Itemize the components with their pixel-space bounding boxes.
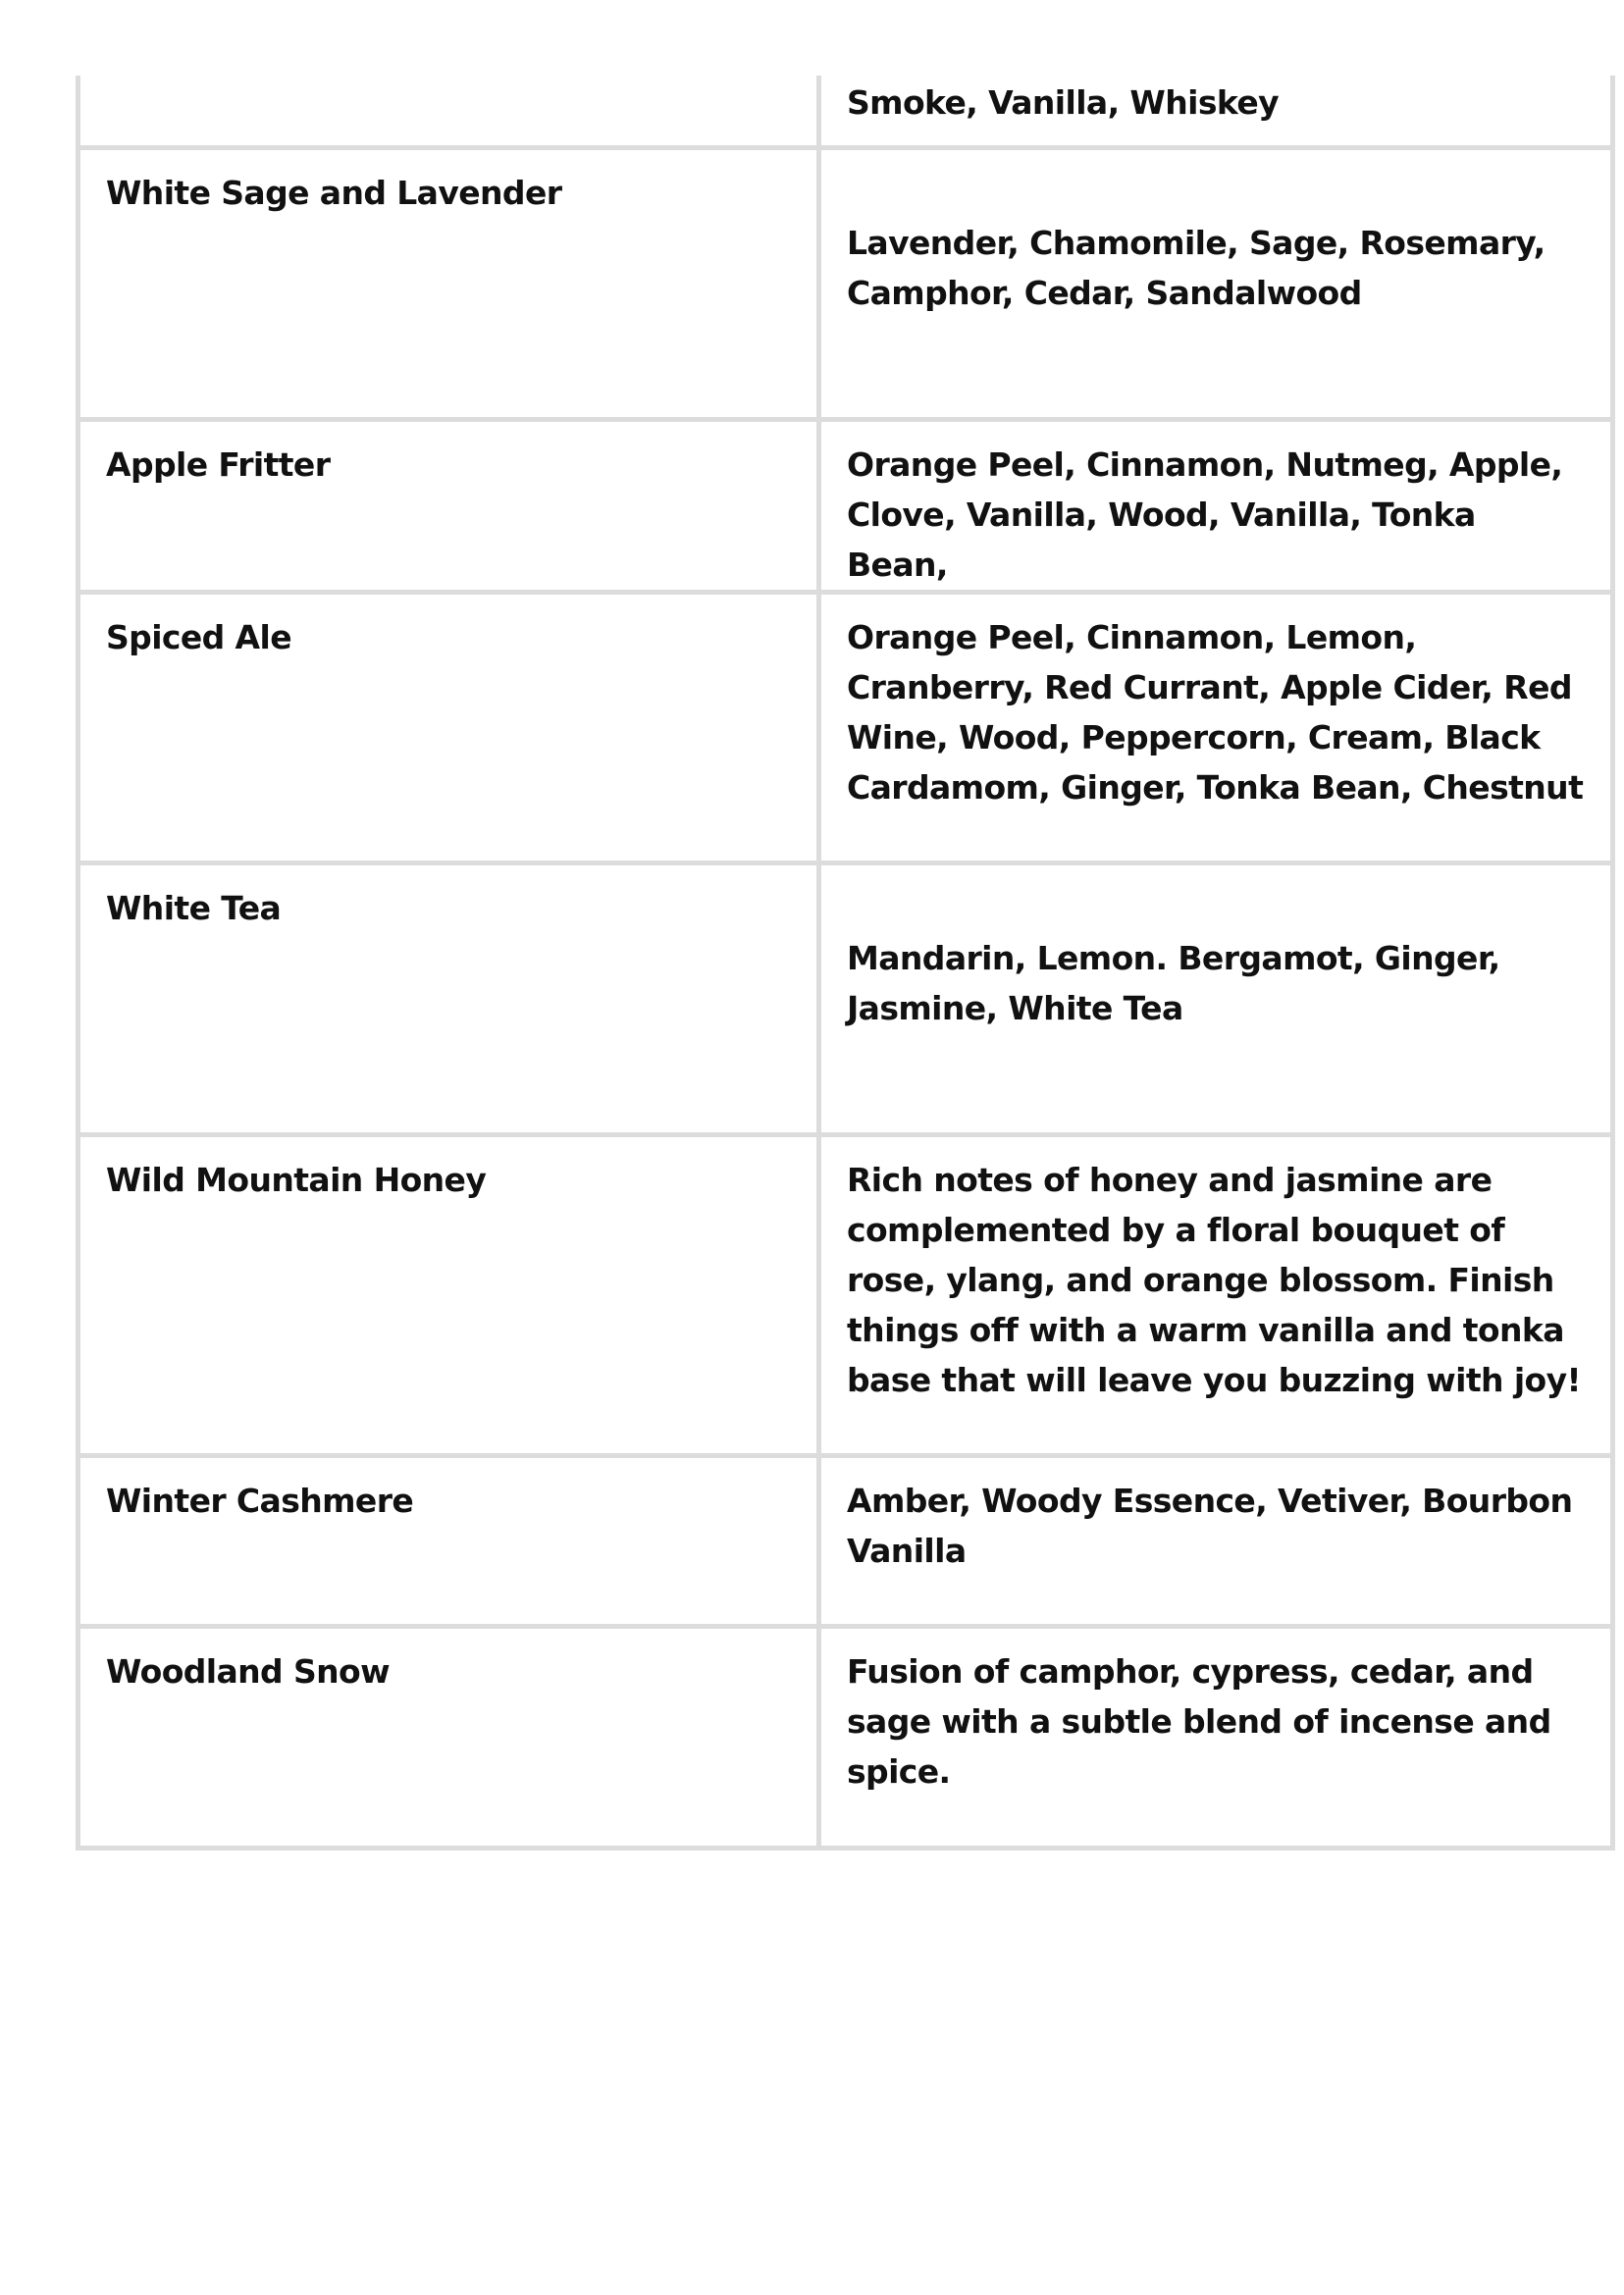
scent-notes: Amber, Woody Essence, Vetiver, Bourbon Vanilla	[847, 1482, 1573, 1570]
scent-notes-cell	[819, 148, 1613, 420]
scent-notes-table	[76, 76, 1615, 1851]
scent-notes: Smoke, Vanilla, Whiskey	[847, 83, 1280, 122]
scent-notes-cell	[819, 863, 1613, 1135]
scent-notes-cell	[819, 1456, 1613, 1627]
scent-notes-cell	[819, 593, 1613, 863]
scent-name-cell	[79, 1456, 819, 1627]
scent-name-cell	[79, 1627, 819, 1849]
scent-notes: Fusion of camphor, cypress, cedar, and sage with a subtle blend of incense and spice.	[847, 1652, 1551, 1791]
scent-notes: Rich notes of honey and jasmine are complemented by a floral bouquet of rose, ylang, and orange blossom. Finish things off with a warm vanilla and tonka base that will leave you buzzing with joy!	[847, 1161, 1581, 1399]
scent-name-cell	[79, 1135, 819, 1456]
scent-name: Spiced Ale	[106, 618, 291, 656]
table-row	[79, 148, 1613, 420]
scent-notes: Orange Peel, Cinnamon, Lemon, Cranberry, Red Currant, Apple Cider, Red Wine, Wood, Peppercorn, Cream, Black Cardamom, Ginger, Tonka Bean, Chestnut	[847, 618, 1584, 807]
scent-name: White Sage and Lavender	[106, 174, 562, 212]
scent-name: Winter Cashmere	[106, 1482, 414, 1520]
table-row	[79, 76, 1613, 148]
scent-name: Woodland Snow	[106, 1652, 390, 1691]
table-row	[79, 1627, 1613, 1849]
table-row	[79, 1456, 1613, 1627]
scent-name-cell	[79, 76, 819, 148]
scent-name: Wild Mountain Honey	[106, 1161, 487, 1199]
table-row	[79, 863, 1613, 1135]
scent-notes-cell	[819, 1627, 1613, 1849]
scent-name-cell	[79, 593, 819, 863]
table-row	[79, 593, 1613, 863]
scent-name: White Tea	[106, 889, 282, 927]
table-row	[79, 420, 1613, 593]
scent-name-cell	[79, 863, 819, 1135]
scent-notes-cell	[819, 76, 1613, 148]
scent-notes: Lavender, Chamomile, Sage, Rosemary, Camphor, Cedar, Sandalwood	[847, 224, 1545, 312]
table-row	[79, 1135, 1613, 1456]
scent-name-cell	[79, 148, 819, 420]
scent-notes-cell	[819, 1135, 1613, 1456]
scent-notes-cell	[819, 420, 1613, 593]
scent-notes: Mandarin, Lemon. Bergamot, Ginger, Jasmine, White Tea	[847, 939, 1500, 1027]
scent-name-cell	[79, 420, 819, 593]
scent-notes: Orange Peel, Cinnamon, Nutmeg, Apple, Clove, Vanilla, Wood, Vanilla, Tonka Bean,	[847, 445, 1563, 584]
scent-name: Apple Fritter	[106, 445, 331, 484]
